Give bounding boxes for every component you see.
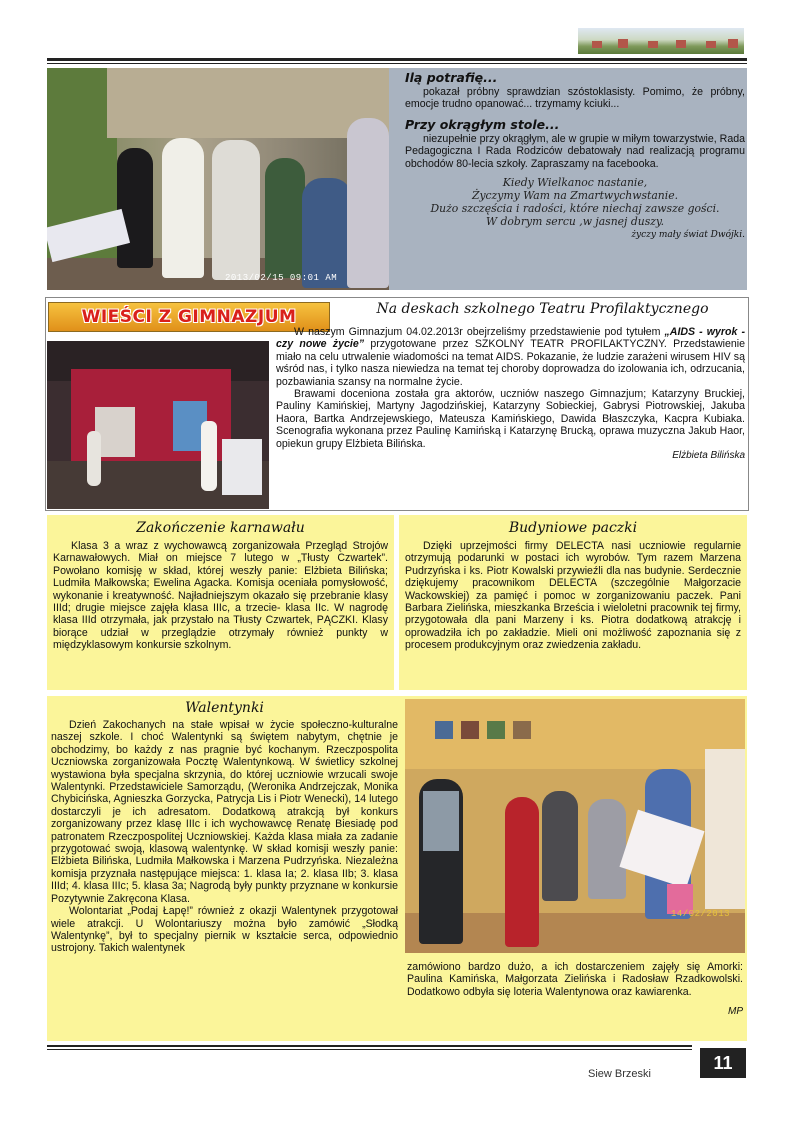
photo-timestamp: 2013/02/15 09:01 AM — [225, 273, 338, 283]
header-rule-thin — [47, 63, 747, 64]
karnawal-article — [47, 515, 394, 690]
poem-line: W dobrym sercu ,w jasnej duszy. — [485, 215, 665, 229]
walentynki-para2: Wolontariat „Podaj Łapę!” również z okazji Walentynek przygotował wiele atrakcji. U Wolontariuszy można było zamówić „Słodką Walentynkę”, był to specjalny piernik w kształcie serca, odpowiednio ustrojony. Takich walentynek — [51, 905, 398, 955]
intro-text: W naszym Gimnazjum 04.02.2013r obejrzeliśmy przedstawienie pod tytułem — [294, 326, 665, 338]
intro-text-cont: przygotowane przez SZKOLNY TEATR PROFILAKTYCZNY. Przedstawienie miało na celu utrwalenie wiadomości na temat AIDS. Pokazanie, że ludzie zarażeni wirusem HIV są wśród nas, i tylko nasza niewiedza na temat tej choroby doprowadza do izolowania ich, odrzucania, pozbawiania szansy na normalne życie. — [276, 338, 745, 388]
gimnazjum-actors: Brawami doceniona została gra aktorów, uczniów naszego Gimnazjum; Katarzyny Bruckiej, Pauliny Kamińskiej, Martyny Jagodzińskiej, Katarzyny Sobieckiej, Gabrysi Piotrowskiej, Jakuba Haora, Bartka Andrzejewskiego, Mateusza Kamińskiego, Dawida Błaszczyka, Kacpra Kubiaka. Scenografia wykonana przez Paulinę Kamińską i Katarzynę Brucką, oprawa muzyczna Jakub Haor, opiekun grupy Elżbieta Bilińska. — [276, 388, 745, 450]
gimnazjum-intro — [276, 326, 745, 388]
footer-rule-thin — [47, 1049, 692, 1050]
valentines-photo-date: 14/02/2013 — [671, 909, 731, 919]
news-text-rada: niezupełnie przy okrągłym, ale w grupie w miłym towarzystwie, Rada Pedagogiczna I Rada Rodziców debatowały nad realizacją programu obchodów 80-lecia szkoły. Zapraszamy na facebooka. — [405, 132, 745, 170]
header-rule — [47, 58, 747, 61]
news-text-sprawdzian: pokazał próbny sprawdzian szóstoklasisty. Pomimo, że próbny, emocje trudno opanować... trzymamy kciuki... — [405, 86, 745, 111]
karnawal-title: Zakończenie karnawału — [136, 520, 305, 536]
poem-line: Kiedy Wielkanoc nastanie, — [502, 176, 648, 190]
top-news-box — [389, 68, 747, 290]
gimnazjum-author: Elżbieta Bilińska — [672, 450, 745, 462]
walentynki-left-column — [51, 700, 398, 955]
poem-line: Życzymy Wam na Zmartwychwstanie. — [471, 189, 679, 203]
news-title-sprawdzian: Ilą potrafię... — [405, 70, 498, 85]
header-village-banner — [578, 28, 744, 54]
photo-valentines-students — [405, 699, 745, 953]
walentynki-para1: Dzień Zakochanych na stałe wpisał w życie społeczno-kulturalne naszej szkole. I choć Walentynki są świętem nabytym, chętnie je obchodzimy, bo każdy z nas pragnie być kochanym. Rzeczpospolita Uczniowska zorganizowała Pocztę Walentynkową. W świetlicy szkolnej wystawiona była specjalna skrzynia, do której uczniowie wrzucali swoje Walentynki. Przedstawiciele Samorządu, (Weronika Andrzejczak, Monika Chybicińska, Agnieszka Gorzycka, Patrycja Lis i Piotr Wenecki), 14 lutego dostarczyli je ich adresatom. Dodatkową atrakcją był konkurs zorganizowany przez klasę IIIc i ich wychowawcę Renatę Biesiadę pod patronatem Rzeczpospolitej Uczniowskiej. Każda klasa miała za zadanie przygotować swoją, klasową walentynkę. W skład komisji weszły panie: Elżbieta Bilińska, Ludmiła Małkowska i Marzena Pudrzyńska. Niezależna komisja przyznała następujące miejsca: 1. klasa Ia; 2. klasa IIb; 3. klasa IIId; 4. klasa IIIc; 5. klasa 3a; Nagrodą były punkty przyznane w konkursie Pozytywnie Zakręcona Klasa. — [51, 719, 398, 905]
gimnazjum-article-title: Na deskach szkolnego Teatru Profilaktycznego — [376, 301, 709, 317]
poem-line: Dużo szczęścia i radości, które niechaj zawsze gości. — [430, 202, 720, 216]
paczki-article — [399, 515, 747, 690]
paczki-text: Dzięki uprzejmości firmy DELECTA nasi uczniowie regularnie otrzymują podarunki w postaci ich wyrobów. Tym razem Marzena Pudrzyńska i ks. Piotr Kowalski przywieźli dla nas budynie. Serdecznie dziękujemy pracownikom DELECTA (szczególnie Małgorzacie Wackowskiej) za pamięć i pomoc w zorganizowaniu paczek. Pani Barbara Zielińska, mieszkanka Brześcia i wieloletni pracownik tej firmy, przygotowała dla pani Marzeny i ks. Piotra dodatkową atrakcję i oprowadziła ich po zakładzie. Mieli oni możliwość zapoznania się z procesem produkcyjnym oraz zwiedzenia zakładu. — [405, 540, 741, 652]
walentynki-continuation: zamówiono bardzo dużo, a ich dostarczeniem zajęły się Amorki: Paulina Kamińska, Małgorzata Zielińska i Radosław Rzadkowolski. Dodatkowo odbyła się loteria Walentynowa oraz kawiarenka. — [407, 961, 743, 998]
walentynki-title: Walentynki — [185, 700, 264, 716]
section-badge-text: WIEŚCI Z GIMNAZJUM — [81, 307, 297, 327]
paczki-title: Budyniowe paczki — [508, 520, 638, 536]
poem-signature: życzy mały świat Dwójki. — [631, 230, 745, 241]
news-title-rada: Przy okrągłym stole... — [405, 116, 560, 132]
gimnazjum-article-body — [276, 326, 745, 461]
footer-rule — [47, 1045, 692, 1047]
karnawal-text: Klasa 3 a wraz z wychowawcą zorganizowała Przegląd Strojów Karnawałowych. Miał on miejsce 7 lutego w „Tłusty Czwartek”. Powołano komisję w skład, której weszły panie: Elżbieta Bilińska; Ludmiła Małkowska; Ewelina Agacka. Komisja oceniała pomysłowość, wykonanie i kreatywność. Najładniejszym okazało się przebranie klasy IIId; drugie miejsce zajęła klasa IIIc, a trzecie- klasa IIc. W nagrodę klasa IIId otrzymała, jak przystało na Tłusty Czwartek, PĄCZKI. Klasy biorące udział w przeglądzie otrzymały również punkty w międzyklasowym konkursie szkolnym. — [53, 540, 388, 652]
photo-children-performance — [47, 68, 389, 290]
walentynki-article — [47, 696, 747, 1041]
walentynki-author: MP — [728, 1006, 743, 1018]
walentynki-right-column — [407, 961, 743, 1017]
publication-name: Siew Brzeski — [588, 1068, 651, 1080]
play-title: „AIDS - wyrok - czy nowe życie” — [276, 326, 745, 351]
easter-wishes — [405, 176, 745, 228]
photo-theatre-stage — [47, 341, 269, 509]
page-number: 11 — [700, 1048, 746, 1078]
